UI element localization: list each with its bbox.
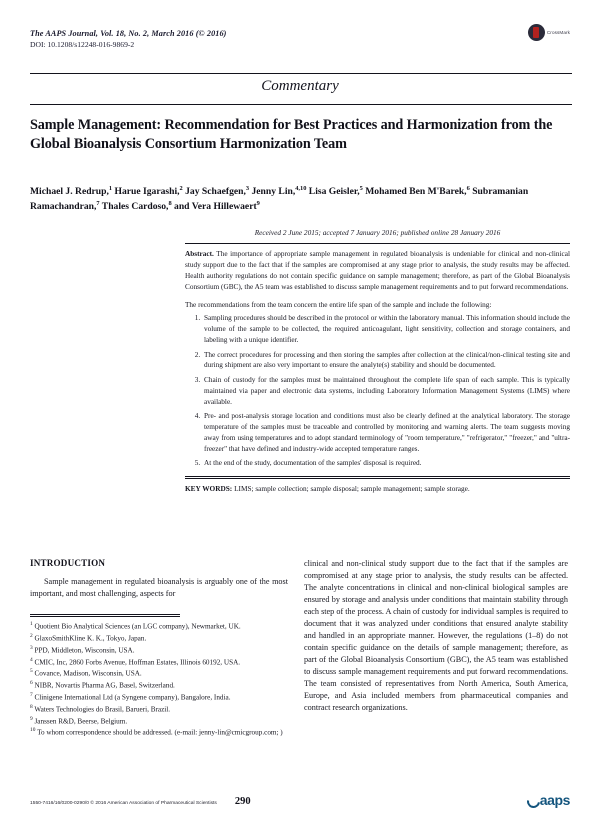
affiliation-marker: 10	[30, 727, 36, 734]
list-item: 4. Pre- and post-analysis storage location and conditions must also be clearly defined at the analytical laboratory. The storage temperature of the samples must be traceable and controlled by monitoring and warning alerts. The team suggests moving away from using temperatures and to adopt standard terminology of "room temperature," "refrigerator," "freezer," and "ultra-freezer" that have defined and industry-wide accepted temperature ranges.	[202, 411, 570, 455]
affiliation-item	[30, 680, 288, 691]
affiliation-marker: 1	[30, 621, 33, 628]
masthead-divider	[30, 73, 572, 74]
affiliation-item	[30, 692, 288, 703]
list-item: 1. Sampling procedures should be described in the protocol or within the laboratory manual. This information should include the volume of the sample to be collected, the required anticoagulant, light sensitivity, collection and storage containers, and labeling with a unique identifier.	[202, 313, 570, 346]
received-dates: Received 2 June 2015; accepted 7 January 2016; published online 28 January 2016	[254, 228, 501, 237]
affiliation-text: Covance, Madison, Wisconsin, USA.	[34, 669, 142, 678]
article-type-heading: Commentary	[261, 78, 339, 94]
article-type-divider	[30, 104, 572, 105]
affiliation-text: PPD, Middleton, Wisconsin, USA.	[34, 646, 135, 655]
affiliation-text: Clinigene International Ltd (a Syngene company), Bangalore, India.	[34, 693, 231, 702]
abstract-bottom-rule	[185, 476, 570, 479]
affiliation-marker: 4	[30, 656, 33, 663]
journal-citation-line: The AAPS Journal, Vol. 18, No. 2, March 2016 (© 2016)	[30, 29, 227, 38]
keywords-value: LIMS; sample collection; sample disposal; sample management; sample storage.	[234, 483, 470, 493]
affiliations-block	[30, 614, 288, 739]
keywords-label: KEY WORDS:	[185, 483, 233, 493]
aaps-wordmark: aaps	[539, 792, 570, 808]
affiliation-text: NIBR, Novartis Pharma AG, Basel, Switzerland.	[34, 681, 175, 690]
keywords-line	[185, 484, 570, 494]
affiliation-marker: 2	[30, 632, 33, 639]
introduction-paragraph-right: clinical and non-clinical study support due to the fact that if the samples are compromised at any stage prior to analysis, the study results can be affected. The analyte concentrations in clinical and non-clinical biological samples are ensured by storage and analysis under conditions that maintain stability through each step of the process. A chain of custody for individual samples is required to document that it was analyzed under conditions that ensured analyte stability and handled in an appropriate manner. However, the regulations (1–8) do not contain specific guidance on the details of sample management; therefore, as part of the Global Bioanalysis Consortium (GBC), the A5 team was established to discuss sample management requirements and put forward recommendations. The team consisted of representatives from North America, South America, Europe, and Asia included members from pharmaceutical companies and contract research organizations.	[304, 559, 568, 712]
crossmark-badge[interactable]	[528, 24, 570, 41]
crossmark-icon	[528, 24, 545, 41]
section-heading-introduction: INTRODUCTION	[30, 558, 106, 568]
copyright-line: 1550-7416/16/0200-0290/0 © 2016 American Association of Pharmaceutical Scientists	[30, 800, 217, 806]
affiliation-text: GlaxoSmithKline K. K., Tokyo, Japan.	[34, 634, 147, 643]
list-item: 5. At the end of the study, documentation of the samples' disposal is required.	[202, 458, 570, 469]
abstract-label: Abstract.	[185, 250, 214, 258]
abstract-top-rule	[185, 243, 570, 244]
affiliation-item	[30, 633, 288, 644]
affiliation-item	[30, 657, 288, 668]
introduction-paragraph-left: Sample management in regulated bioanalysis is arguably one of the most important, and most challenging, aspects for	[30, 577, 288, 598]
affiliation-text: CMIC, Inc, 2860 Forbs Avenue, Hoffman Estates, Illinois 60192, USA.	[34, 657, 241, 666]
left-column	[30, 558, 288, 600]
affiliation-item	[30, 668, 288, 679]
crossmark-label: CrossMark	[546, 30, 570, 35]
list-item: 3. Chain of custody for the samples must be maintained throughout the complete life span of each sample. This is typically maintained via paper and electronic data systems, including Laboratory Information Management Systems (LIMS) where available.	[202, 375, 570, 408]
affiliation-item	[30, 621, 288, 632]
affiliation-item-correspondence	[30, 727, 288, 738]
affiliation-marker: 5	[30, 668, 33, 675]
page-number: 290	[234, 796, 251, 807]
affiliation-item	[30, 716, 288, 727]
affiliation-marker: 3	[30, 644, 33, 651]
affiliation-item	[30, 704, 288, 715]
doi-line: DOI: 10.1208/s12248-016-9869-2	[30, 39, 135, 49]
affiliation-marker: 7	[30, 691, 33, 698]
affiliation-marker: 9	[30, 715, 33, 722]
footnote-divider	[30, 614, 180, 617]
affiliation-marker: 8	[30, 703, 33, 710]
affiliation-marker: 6	[30, 680, 33, 687]
affiliation-text: Waters Technologies do Brasil, Barueri, Brazil.	[34, 705, 171, 714]
masthead	[30, 28, 570, 50]
list-item: 2. The correct procedures for processing and then storing the samples after collection at the clinical/non-clinical testing site and during shipment are also very important to ensure the analyte(s) stability and should be documented.	[202, 350, 570, 372]
aaps-logo	[527, 793, 570, 807]
recommendations-intro: The recommendations from the team concern the entire life span of the sample and include the following:	[185, 300, 492, 309]
author-list: Michael J. Redrup,$^1$ Harue Igarashi,$^2$ Jay Schaefgen,$^3$ Jenny Lin,$^{4,10}$ Lisa Geisler,$^5$ Mohamed Ben M'Barek,$^6$ Subramanian Ramachandran,$^7$ Thales Cardoso,$^8$ and Vera Hillewaert$^9$	[30, 185, 529, 213]
affiliation-text: To whom correspondence should be addressed. (e-mail: jenny-lin@cmicgroup.com; )	[37, 728, 283, 737]
page-footer	[30, 793, 570, 807]
page-title: Sample Management: Recommendation for Best Practices and Harmonization from the Global Bioanalysis Consortium Harmonization Team	[30, 117, 553, 152]
abstract-body: The importance of appropriate sample management in regulated bioanalysis is undeniable for clinical and non-clinical study support due to the fact that if the samples are compromised at any stage prior to analysis, the study results may be affected. Health authority regulations do not contain specific guidance on sample management; therefore, as part of the Global Bioanalysis Consortium (GBC), the A5 team was established to discuss sample management requirements and to put forward recommendations.	[185, 250, 571, 291]
abstract-text	[185, 249, 570, 293]
recommendations-list	[185, 313, 570, 468]
affiliation-text: Quotient Bio Analytical Sciences (an LGC company), Newmarket, UK.	[34, 622, 241, 631]
swirl-icon	[527, 794, 538, 806]
right-column	[304, 558, 568, 714]
affiliation-text: Janssen R&D, Beerse, Belgium.	[34, 716, 128, 725]
abstract-block	[185, 228, 570, 494]
affiliation-item	[30, 645, 288, 656]
